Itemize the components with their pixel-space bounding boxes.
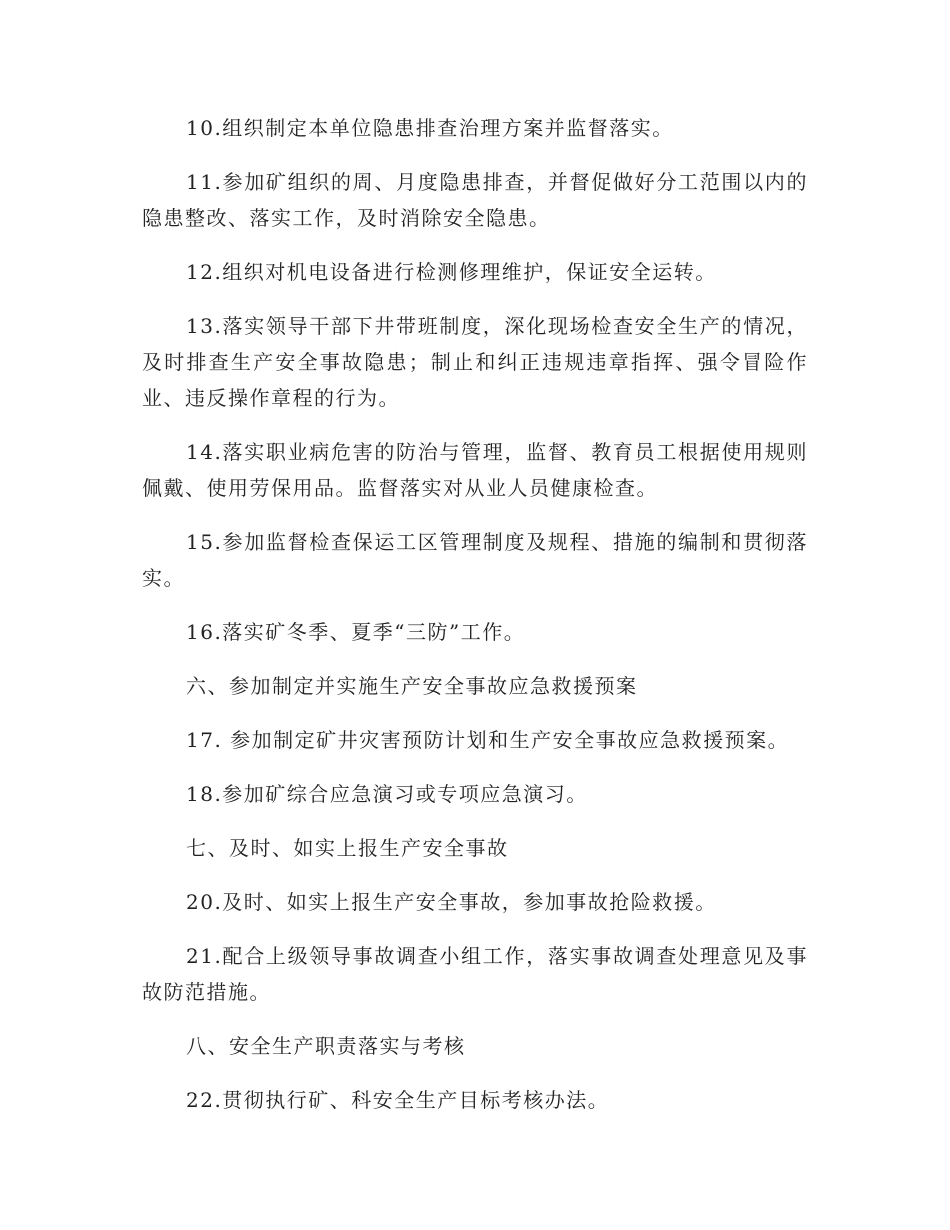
paragraph-item-12: 12.组织对机电设备进行检测修理维护，保证安全运转。 bbox=[186, 260, 717, 284]
paragraph-gap bbox=[142, 650, 808, 668]
paragraph-item-14: 14.落实职业病危害的防治与管理，监督、教育员工根据使用规则佩戴、使用劳保用品。监督落实对从业人员健康检查。 bbox=[142, 440, 808, 500]
paragraph-item-16: 16.落实矿冬季、夏季“三防”工作。 bbox=[186, 620, 526, 644]
paragraph-item-13: 13.落实领导干部下井带班制度，深化现场检查安全生产的情况，及时排查生产安全事故隐患；制止和纠正违规违章指挥、强令冒险作业、违反操作章程的行为。 bbox=[142, 314, 808, 410]
section-heading-seven: 七、及时、如实上报生产安全事故 bbox=[186, 836, 509, 860]
paragraph-gap bbox=[142, 1064, 808, 1082]
paragraph-gap bbox=[142, 920, 808, 938]
paragraph-gap bbox=[142, 506, 808, 524]
paragraph-gap bbox=[142, 704, 808, 722]
document-body bbox=[142, 110, 808, 1118]
paragraph-item-21: 21.配合上级领导事故调查小组工作，落实事故调查处理意见及事故防范措施。 bbox=[142, 944, 808, 1004]
paragraph-gap bbox=[142, 290, 808, 308]
paragraph-item-22: 22.贯彻执行矿、科安全生产目标考核办法。 bbox=[186, 1088, 610, 1112]
paragraph-item-17: 17. 参加制定矿井灾害预防计划和生产安全事故应急救援预案。 bbox=[186, 728, 790, 752]
section-heading-six: 六、参加制定并实施生产安全事故应急救援预案 bbox=[186, 674, 638, 698]
paragraph-item-20: 20.及时、如实上报生产安全事故，参加事故抢险救援。 bbox=[186, 890, 717, 914]
paragraph-gap bbox=[142, 758, 808, 776]
paragraph-gap bbox=[142, 236, 808, 254]
paragraph-gap bbox=[142, 416, 808, 434]
paragraph-gap bbox=[142, 1010, 808, 1028]
paragraph-item-18: 18.参加矿综合应急演习或专项应急演习。 bbox=[186, 782, 588, 806]
paragraph-gap bbox=[142, 866, 808, 884]
paragraph-gap bbox=[142, 146, 808, 164]
paragraph-gap bbox=[142, 596, 808, 614]
paragraph-item-11: 11.参加矿组织的周、月度隐患排查，并督促做好分工范围以内的隐患整改、落实工作，及时消除安全隐患。 bbox=[142, 170, 808, 230]
paragraph-item-15: 15.参加监督检查保运工区管理制度及规程、措施的编制和贯彻落实。 bbox=[142, 530, 808, 590]
section-heading-eight: 八、安全生产职责落实与考核 bbox=[186, 1034, 466, 1058]
paragraph-gap bbox=[142, 812, 808, 830]
paragraph-item-10: 10.组织制定本单位隐患排查治理方案并监督落实。 bbox=[186, 116, 674, 140]
